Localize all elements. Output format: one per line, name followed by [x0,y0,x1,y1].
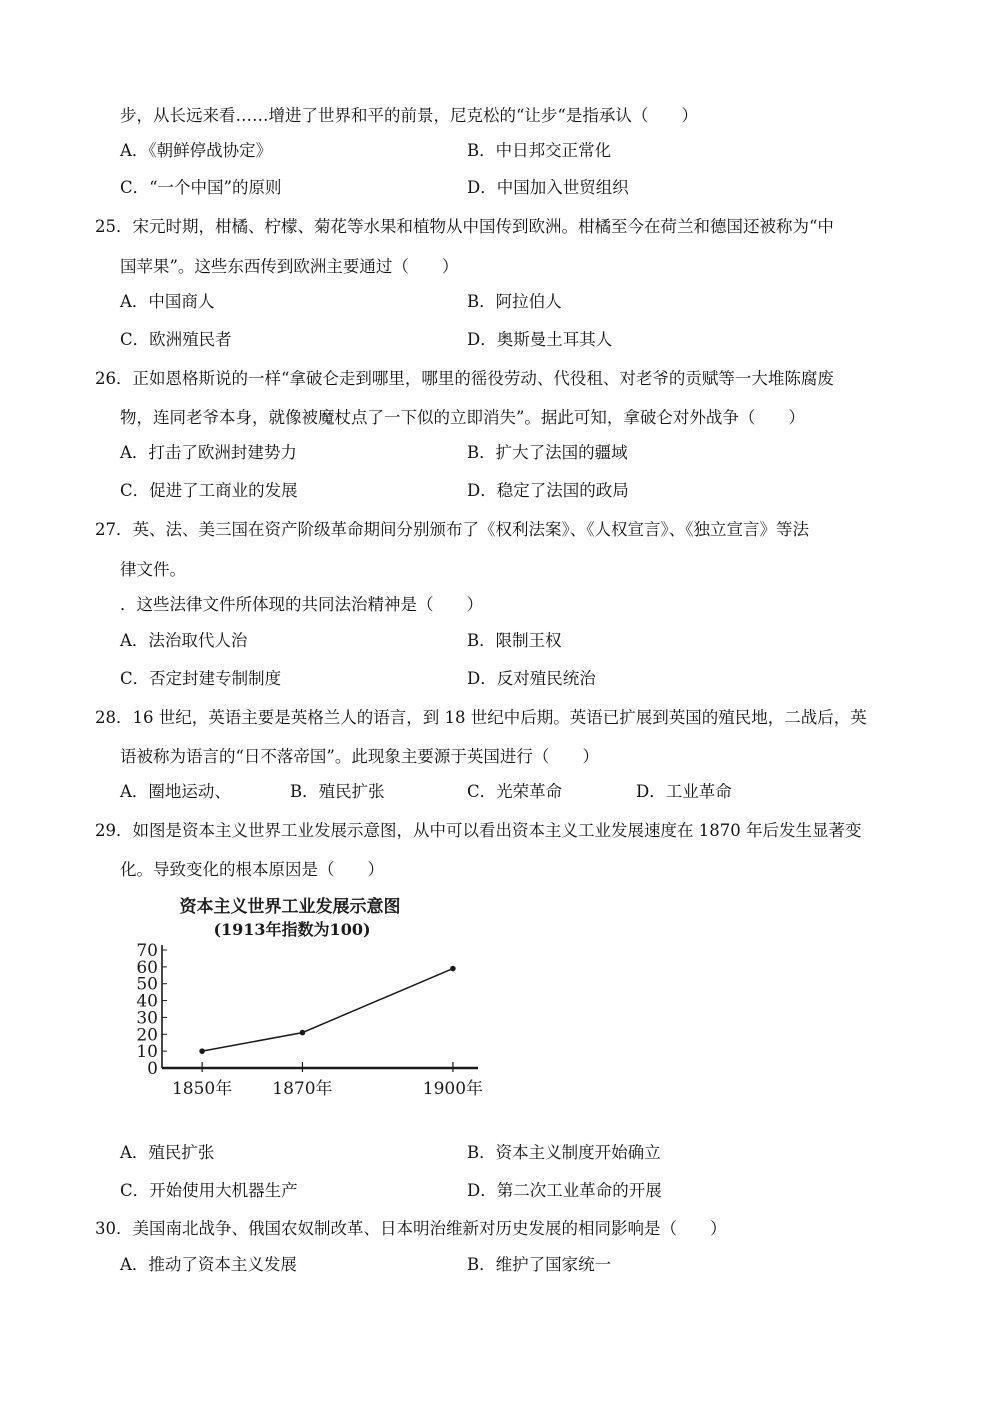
chart-y-tick-label: 60 [136,957,158,978]
q29-stem-line1: 29．如图是资本主义世界工业发展示意图，从中可以看出资本主义工业发展速度在 1870 年后发生显著变 [95,821,862,840]
q27-option-c[interactable]: C．否定封建专制制度 [120,669,282,688]
q29-option-c[interactable]: C．开始使用大机器生产 [120,1181,298,1200]
chart-series [199,966,455,1054]
chart-series-line [202,969,453,1052]
chart-y-tick-label: 20 [136,1025,158,1046]
q27-option-b[interactable]: B．限制王权 [467,631,562,650]
q24-option-a[interactable]: A．《朝鲜停战协定》 [120,141,273,160]
chart-svg [120,888,490,1103]
q24-option-c[interactable]: C．“一个中国”的原则 [120,178,282,197]
q27-option-a[interactable]: A．法治取代人治 [120,631,248,650]
q28-option-a[interactable]: A．圈地运动、 [120,782,231,801]
q25-option-b[interactable]: B．阿拉伯人 [467,292,562,311]
industry-development-chart [120,888,490,1103]
q26-option-c[interactable]: C．促进了工商业的发展 [120,481,298,500]
chart-y-tick-label: 40 [136,991,158,1012]
q25-option-c[interactable]: C．欧洲殖民者 [120,330,232,349]
q25-stem-line2: 国苹果”。这些东西传到欧洲主要通过（ ） [120,257,459,276]
q26-stem-line1: 26．正如恩格斯说的一样“拿破仑走到哪里，哪里的徭役劳动、代役租、对老爷的贡赋等一大堆陈腐废 [95,369,834,388]
q29-stem-line2: 化。导致变化的根本原因是（ ） [120,860,384,879]
q28-stem-line2: 语被称为语言的“日不落帝国”。此现象主要源于英国进行（ ） [120,747,599,766]
chart-x-tick-label: 1870年 [272,1079,333,1099]
q27-option-d[interactable]: D．反对殖民统治 [467,669,596,688]
q28-option-b[interactable]: B．殖民扩张 [290,782,385,801]
chart-y-tick-label: 50 [136,974,158,995]
chart-data-point [300,1030,306,1036]
q26-option-a[interactable]: A．打击了欧洲封建势力 [120,443,297,462]
chart-x-tick-label: 1850年 [171,1079,233,1099]
q24-stem-line: 步，从长远来看……增进了世界和平的前景，尼克松的“让步“是指承认（ ） [120,106,698,125]
q28-option-c[interactable]: C．光荣革命 [467,782,563,801]
q25-stem-line1: 25．宋元时期，柑橘、柠檬、菊花等水果和植物从中国传到欧洲。柑橘至今在荷兰和德国还被称为“中 [95,217,834,236]
q25-option-a[interactable]: A．中国商人 [120,292,215,311]
q24-option-d[interactable]: D．中国加入世贸组织 [467,178,629,197]
chart-x-tick-label: 1900年 [422,1079,484,1099]
chart-y-tick-label: 30 [136,1008,158,1029]
q27-stem-line3: ．这些法律文件所体现的共同法治精神是（ ） [120,595,483,614]
q29-option-a[interactable]: A．殖民扩张 [120,1143,215,1162]
q28-stem-line1: 28．16 世纪，英语主要是英格兰人的语言，到 18 世纪中后期。英语已扩展到英国的殖民地，二战后，英 [95,708,867,727]
q30-option-a[interactable]: A．推动了资本主义发展 [120,1255,297,1274]
q24-option-b[interactable]: B．中日邦交正常化 [467,141,612,160]
q29-option-b[interactable]: B．资本主义制度开始确立 [467,1143,661,1162]
chart-title: 资本主义世界工业发展示意图 [179,897,401,917]
q28-option-d[interactable]: D．工业革命 [636,782,732,801]
chart-y-tick-label: 10 [136,1042,158,1063]
q29-option-d[interactable]: D．第二次工业革命的开展 [467,1181,662,1200]
chart-subtitle: (1913年指数为100) [213,920,371,939]
chart-data-point [199,1048,205,1054]
chart-y-tick-label: 70 [136,941,158,961]
q25-option-d[interactable]: D．奥斯曼土耳其人 [467,330,613,349]
q27-stem-line1: 27．英、法、美三国在资产阶级革命期间分别颁布了《权利法案》、《人权宣言》、《独立宣言》等法 [95,520,809,539]
q26-stem-line2: 物，连同老爷本身，就像被魔杖点了一下似的立即消失”。据此可知，拿破仑对外战争（ ） [120,408,805,427]
q30-stem-line1: 30．美国南北战争、俄国农奴制改革、日本明治维新对历史发展的相同影响是（ ） [95,1219,727,1238]
chart-y-tick-label: 0 [147,1059,158,1079]
q30-option-b[interactable]: B．维护了国家统一 [467,1255,612,1274]
q27-stem-line2: 律文件。 [120,560,186,579]
q26-option-b[interactable]: B．扩大了法国的疆域 [467,443,628,462]
q26-option-d[interactable]: D．稳定了法国的政局 [467,481,629,500]
chart-data-point [450,966,456,972]
